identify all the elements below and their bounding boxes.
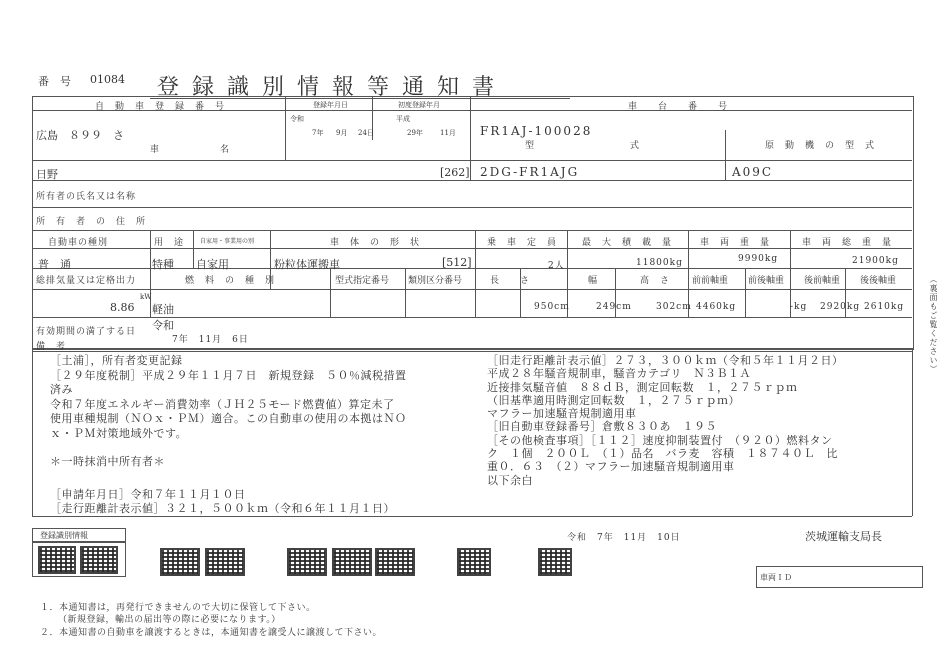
vehicle-type-value: 普 通 (38, 258, 71, 271)
remark-line: ＊一時抹消中所有者＊ (50, 455, 165, 468)
qr-code-6 (332, 548, 372, 576)
remark-line: 令和７年度エネルギー消費効率（ＪＨ２５モード燃費値）算定未了 (50, 397, 395, 411)
max-load-header: 最 大 積 載 量 (582, 238, 673, 248)
remarks-right (487, 354, 844, 487)
gross-weight-header: 車 両 総 重 量 (802, 238, 893, 248)
remark-line: ［２９年度税制］平成２９年１１月７日 新規登録 ５０％減税措置 (50, 368, 407, 382)
remark-line: ［旧走行距離計表示値］２７３，３００ｋｍ（令和５年１１月２日） (487, 354, 844, 367)
doc-number-label: 番 号 (38, 75, 71, 88)
height-value: 302cm (656, 302, 692, 312)
fuel-value: 軽油 (152, 303, 174, 316)
note-1: １．本通知書は，再発行できませんので大切に保管して下さい。 (40, 603, 316, 613)
rr-axle-value: 2610kg (864, 302, 905, 312)
category-no-header: 類別区分番号 (408, 276, 463, 286)
note-1b: （新規登録，輸出の届出等の際に必要になります。） (58, 615, 281, 625)
remark-line: ［土浦］，所有者変更記録 (50, 354, 183, 367)
displacement-unit: kW (140, 293, 152, 301)
remarks-header: 備 考 (36, 342, 67, 352)
remark-line: 使用車種規制（ＮＯｘ・ＰＭ）適合。この自動車の使用の本拠はＮＯ (50, 412, 407, 425)
expiry-era: 令和 (152, 319, 174, 332)
ff-axle-value: 4460kg (696, 302, 737, 312)
capacity-header: 乗 車 定 員 (487, 238, 558, 248)
remark-line: 重０．６３ （２）マフラー加速騒音規制適用車 (487, 460, 735, 474)
remark-line: （旧基準適用時測定回転数 １，２７５ｒｐｍ） (487, 393, 740, 407)
weight-value: 9990kg (738, 254, 779, 264)
ff-axle-header: 前前軸重 (692, 276, 729, 286)
note-2: ２．本通知書の自動車を譲渡するときは，本通知書を譲受人に譲渡して下さい。 (40, 628, 383, 638)
body-shape-value: 粉粒体運搬車 (274, 258, 340, 271)
qr-label: 登録識別情報 (40, 531, 88, 540)
remark-line: マフラー加速騒音規制適用車 (487, 407, 637, 421)
weight-header: 車 両 重 量 (700, 238, 771, 248)
qr-code-9 (538, 548, 572, 576)
qr-code-5 (287, 548, 327, 576)
model-header: 型 式 (525, 141, 646, 151)
first-reg-header: 初度登録年月 (398, 101, 440, 109)
qr-code-7 (375, 548, 415, 576)
doc-number: 01084 (90, 73, 125, 86)
expiry-date: 7年 11月 6日 (172, 335, 249, 345)
remark-line: ｘ・ＰＭ対策地域外です。 (50, 426, 188, 440)
use-header: 用 途 (154, 238, 185, 248)
reg-year: 7年 (312, 129, 324, 137)
remark-line: ［申請年月日］令和７年１１月１０日 (50, 488, 246, 501)
height-header: 高 さ (640, 276, 671, 286)
remark-line: 近接排気騒音値 ８８ｄＢ，測定回転数 １，２７５ｒｐｍ (487, 380, 798, 394)
model-value: 2DG-FR1AJG (480, 165, 580, 179)
maker-header: 車 名 (150, 145, 231, 155)
body-code: [512] (442, 256, 472, 269)
vehicle-type-header: 自動車の種別 (48, 238, 109, 248)
remark-line (50, 441, 407, 455)
remark-line: ［その他検査事項］［１１２］速度抑制装置付 （９２０）燃料タン (487, 433, 833, 447)
remark-line: ク １個 ２００Ｌ （１）品名 バラ麦 容積 １８７４０Ｌ 比 (487, 447, 838, 461)
remarks-left (50, 354, 407, 470)
width-value: 249cm (596, 302, 632, 312)
remark-line: 平成２８年騒音規制車，騒音カテゴリ Ｎ３Ｂ１Ａ (487, 367, 752, 381)
rf-axle-value: 2920kg (820, 302, 861, 312)
qr-code-3 (160, 548, 200, 576)
reg-date-header: 登録年月日 (313, 101, 348, 109)
issuer: 茨城運輸支局長 (805, 530, 882, 543)
model-code: [262] (440, 166, 470, 179)
vehicle-id-label: 車両ＩＤ (760, 573, 792, 582)
remark-line: ［旧自動車登録番号］倉敷８３０あ １９５ (487, 420, 717, 434)
engine-model-header: 原 動 機 の 型 式 (765, 141, 876, 151)
engine-model-value: A09C (732, 165, 774, 179)
issue-date: 令和 7年 11月 10日 (567, 533, 681, 543)
fr-axle-value: -kg (790, 302, 808, 312)
body-shape-header: 車 体 の 形 状 (330, 238, 421, 248)
side-note: （裏面もご覧ください） (929, 275, 938, 374)
reg-day: 24日 (358, 129, 374, 137)
qr-code-4 (205, 548, 245, 576)
first-reg-year: 29年 (407, 129, 423, 137)
fr-axle-header: 前後軸重 (748, 276, 785, 286)
length-value: 950cm (534, 302, 570, 312)
length-header: 長 さ (490, 276, 531, 286)
qr-code-2 (80, 546, 118, 574)
maker-name: 日野 (36, 168, 58, 181)
type-designation-header: 型式指定番号 (335, 276, 390, 286)
remarks-left-bottom (50, 488, 395, 516)
width-header: 幅 (588, 276, 599, 286)
rr-axle-header: 後後軸重 (860, 276, 897, 286)
owner-name-header: 所有者の氏名又は名称 (36, 192, 137, 202)
reg-era: 令和 (290, 115, 304, 123)
displacement-value: 8.86 (110, 301, 135, 314)
rf-axle-header: 後前軸重 (804, 276, 841, 286)
chassis-number: FR1AJ-100028 (480, 124, 593, 138)
private-business-value: 自家用 (196, 258, 229, 271)
qr-code-1 (38, 546, 76, 574)
remark-line: 済み (50, 383, 73, 396)
use-value: 特種 (152, 258, 174, 271)
displacement-header: 総排気量又は定格出力 (36, 276, 137, 286)
capacity-value: 2人 (548, 261, 565, 271)
owner-address-header: 所 有 者 の 住 所 (36, 217, 147, 227)
document-title: 登録識別情報等通知書 (157, 75, 508, 100)
gross-weight-value: 21900kg (852, 256, 899, 266)
reg-no-header: 自 動 車 登 録 番 号 (95, 102, 226, 112)
chassis-no-header: 車 台 番 号 (628, 102, 729, 112)
first-reg-era: 平成 (396, 115, 410, 123)
fuel-header: 燃 料 の 種 別 (185, 276, 276, 286)
max-load-value: 11800kg (636, 258, 683, 268)
private-business-header: 自家用・事業用の別 (200, 238, 255, 245)
registration-number: 広島 ８９９ さ (36, 129, 124, 142)
qr-code-8 (457, 548, 491, 576)
reg-month: 9月 (336, 129, 348, 137)
expiry-header: 有効期間の満了する日 (36, 327, 137, 337)
remark-line: ［走行距離計表示値］３２１，５００ｋｍ（令和６年１１月１日） (50, 502, 395, 515)
remark-line: 以下余白 (487, 473, 533, 487)
first-reg-month: 11月 (440, 129, 456, 137)
